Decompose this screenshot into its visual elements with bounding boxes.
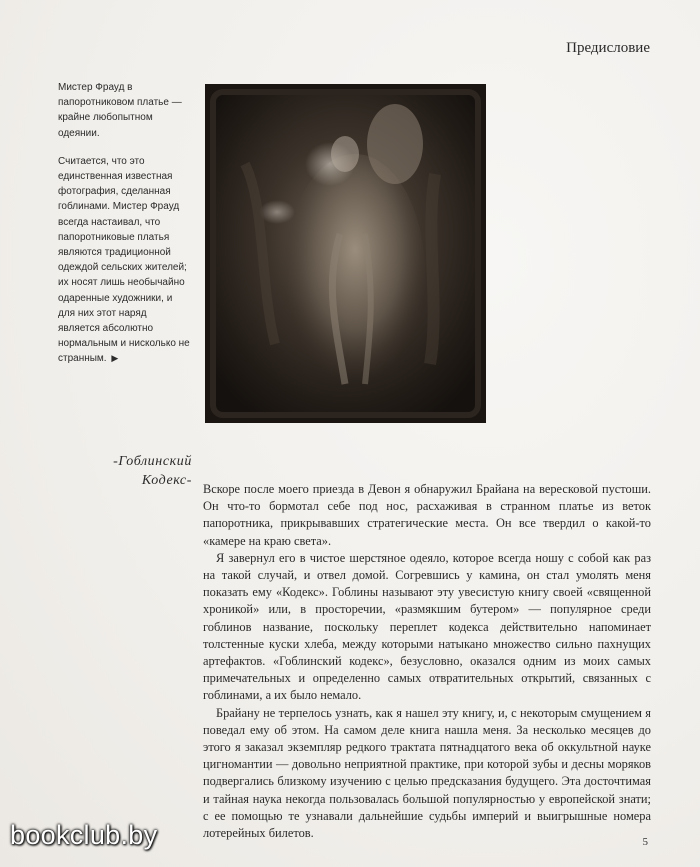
section-heading-line-2: Кодекс- bbox=[141, 473, 192, 488]
caption-paragraph-2 bbox=[58, 154, 190, 367]
body-paragraph: Вскоре после моего приезда в Девон я обнаружил Брайана на вересковой пустоши. Он что-то бормотал себе под нос, расхаживая в странном платье из веток папоротника, прикрывавших стратегические места. Он все твердил о какой-то «камере на краю света». bbox=[203, 482, 651, 548]
body-text bbox=[203, 481, 651, 842]
section-heading-line-1: -Гоблинский bbox=[113, 454, 192, 469]
running-header: Предисловие bbox=[566, 40, 650, 56]
caption-paragraph-2-text: Считается, что это единственная известная фотография, сделанная гоблинами. Мистер Фрауд всегда настаивал, что папоротниковые платья являются традиционной одеждой сельских жителей; их носят лишь необычайно одаренные художники, и для них этот наряд является абсолютно нормальным и нисколько не странным. bbox=[58, 155, 190, 365]
arrow-right-icon: ▶ bbox=[111, 353, 119, 364]
body-paragraph: Брайану не терпелось узнать, как я нашел эту книгу, и, с некоторым смущением я поведал ему об этом. На самом деле книга нашла меня. За несколько месяцев до этого я заказал экземпляр редкого трактата пятнадцатого века об оккультной науке цигномантии — довольно неприятной практике, при которой зубы и десны моряков подвергались близкому изучению с целью предсказания будущего. Эта досточтимая и тайная наука некогда пользовалась большой популярностью у европейской знати; с ее помощью те узнавали дальнейшие судьбы империй и выигрышные номера лотерейных билетов. bbox=[203, 705, 651, 841]
caption-paragraph-1: Мистер Фрауд в папоротниковом платье — крайне любопытном одеянии. bbox=[58, 82, 182, 139]
photo-icon bbox=[205, 84, 486, 423]
photograph bbox=[205, 84, 486, 423]
body-paragraph: Я завернул его в чистое шерстяное одеяло, которое всегда ношу с собой как раз на такой случай, и отвел домой. Согревшись у камина, он стал умолять меня показать ему «Кодекс». Гоблины называют эту увесистую книгу своей «священной хроникой» или, в просторечии, «размякшим бутером» — популярное среди гоблинов название, поскольку переплет кодекса действительно напоминает толстенные куски хлеба, между которыми натыкано множество сильно пахнущих артефактов. «Гоблинский кодекс», безусловно, оказался одним из моих самых примечательных и определенно самых отвратительных открытий, связанных с гоблинами, а их было немало. bbox=[203, 550, 651, 703]
watermark: bookclub.by bbox=[10, 820, 158, 850]
section-heading bbox=[40, 452, 192, 490]
photo-caption bbox=[58, 80, 190, 380]
page-number: 5 bbox=[642, 836, 648, 848]
